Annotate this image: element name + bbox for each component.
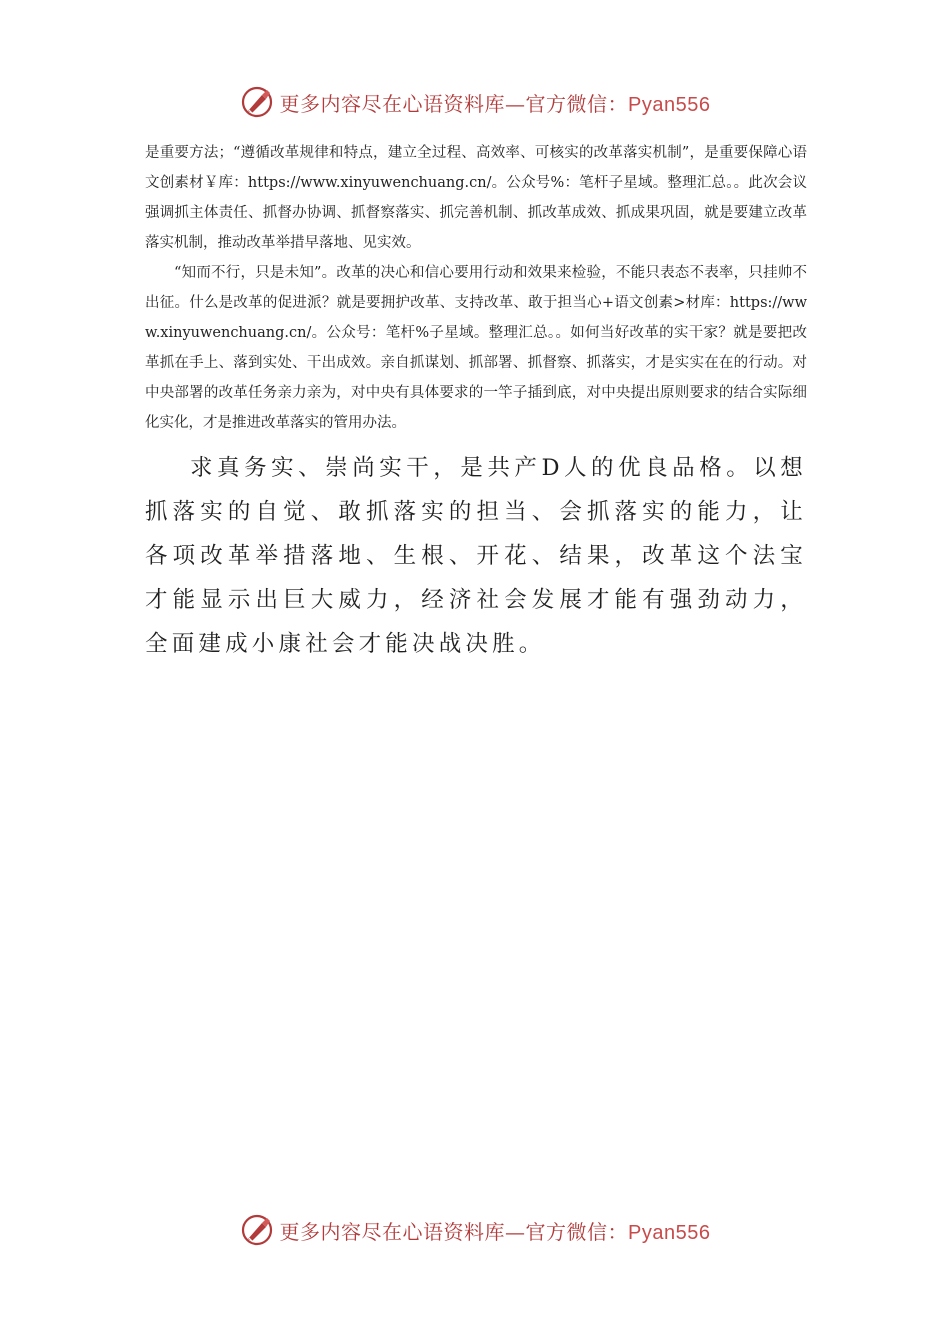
paragraph-3: 求真务实、崇尚实干，是共产D人的优良品格。以想抓落实的自觉、敢抓落实的担当、会抓落实的能力，让各项改革举措落地、生根、开花、结果，改革这个法宝才能显示出巨大威力，经济社会发展才能有强劲动力，全面建成小康社会才能决战决胜。 xyxy=(145,455,807,657)
paragraph-2: “知而不行，只是未知”。改革的决心和信心要用行动和效果来检验，不能只表态不表率，只挂帅不出征。什么是改革的促进派？就是要拥护改革、支持改革、敢于担当心+语文创素>材库：https://www.xinyuwenchuang.cn/。公众号：笔杆%子星域。整理汇总。。如何当好改革的实干家？就是要把改革抓在手上、落到实处、干出成效。亲自抓谋划、抓部署、抓督察、抓落实，才是实实在在的行动。对中央部署的改革任务亲力亲为，对中央有具体要求的一竿子插到底，对中央提出原则要求的结合实际细化实化，才是推进改革落实的管用办法。 xyxy=(145,265,807,431)
document-body xyxy=(145,138,807,666)
pen-nib-logo-icon xyxy=(240,85,274,119)
footer-banner-handle: Pyan556 xyxy=(628,1221,711,1244)
footer-banner-inner xyxy=(240,1213,711,1247)
footer-banner xyxy=(0,1210,950,1250)
paragraph-1: 是重要方法；“遵循改革规律和特点，建立全过程、高效率、可核实的改革落实机制”，是重要保障心语文创素材￥库：https://www.xinyuwenchuang.cn/。公众号%：笔杆子星域。整理汇总。。此次会议强调抓主体责任、抓督办协调、抓督察落实、抓完善机制、抓改革成效、抓成果巩固，就是要建立改革落实机制，推动改革举措早落地、见实效。 xyxy=(145,145,807,251)
header-banner-text xyxy=(280,88,711,117)
header-banner-inner xyxy=(240,85,711,119)
header-banner-handle: Pyan556 xyxy=(628,93,711,116)
footer-banner-text xyxy=(280,1216,711,1245)
header-banner xyxy=(0,82,950,122)
footer-banner-label: 更多内容尽在心语资料库—官方微信： xyxy=(279,1219,629,1244)
header-banner-label: 更多内容尽在心语资料库—官方微信： xyxy=(279,91,629,116)
pen-nib-logo-icon xyxy=(240,1213,274,1247)
